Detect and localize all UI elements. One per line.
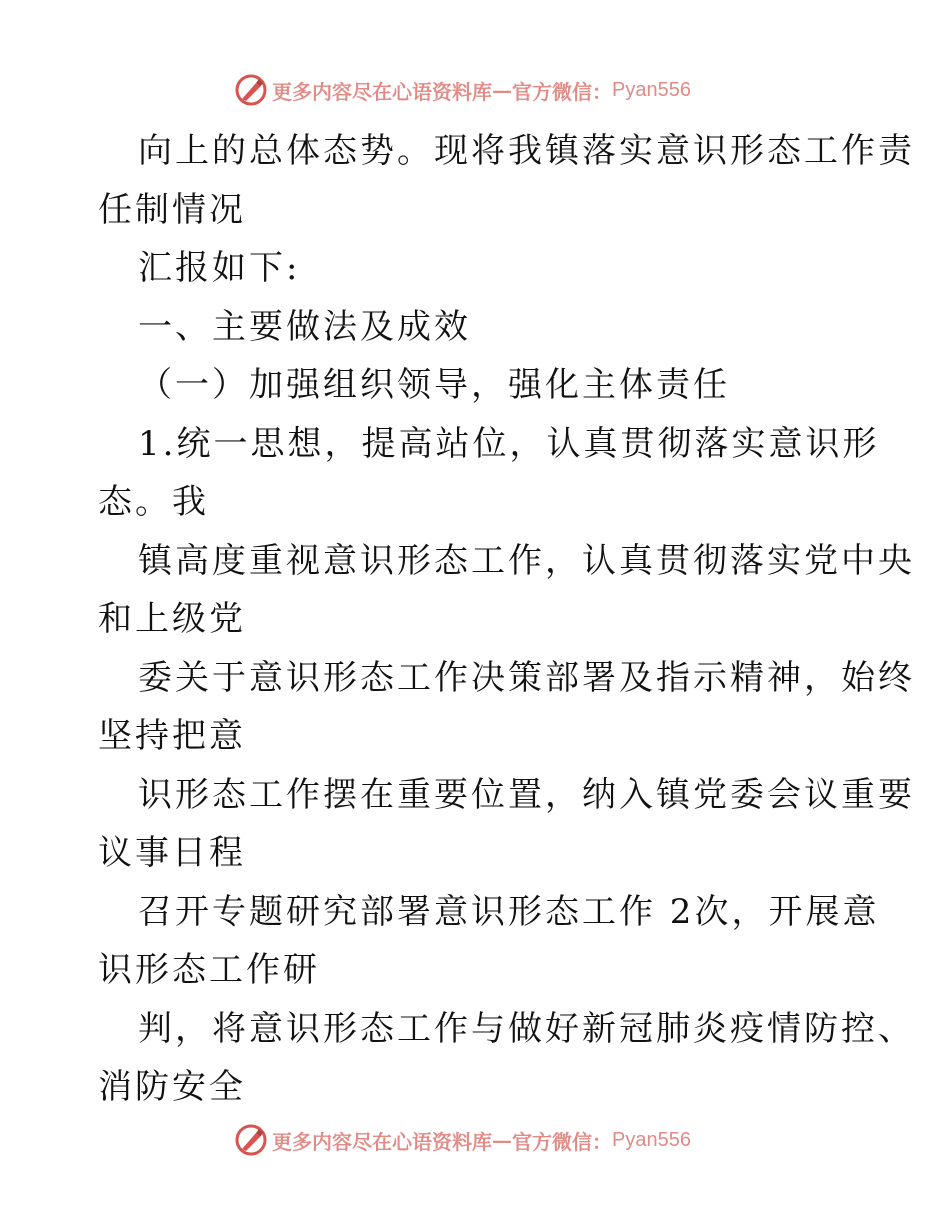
footer-watermark	[234, 1122, 691, 1158]
text-line: 态。我	[98, 482, 209, 522]
text-line: 汇报如下:	[138, 248, 301, 288]
text-line: 镇高度重视意识形态工作，认真贯彻落实党中央	[138, 540, 915, 581]
watermark-site-text: 更多内容尽在心语资料库	[272, 1129, 492, 1154]
watermark-dash: —	[492, 78, 512, 102]
watermark-wechat-label: 官方微信：	[512, 1129, 612, 1154]
text-line: 判，将意识形态工作与做好新冠肺炎疫情防控、	[138, 1008, 915, 1049]
header-watermark	[234, 72, 691, 108]
pen-logo-icon	[234, 73, 268, 107]
watermark-wechat-label: 官方微信：	[512, 79, 612, 104]
text-line: 和上级党	[98, 599, 246, 639]
text-line: 议事日程	[98, 833, 246, 873]
text-line: 召开专题研究部署意识形态工作 2次，开展意	[138, 891, 880, 932]
text-line: 坚持把意	[98, 716, 246, 756]
watermark-dash: —	[492, 1128, 512, 1152]
text-line: 识形态工作研	[98, 950, 320, 990]
text-line: 1.统一思想，提高站位，认真贯彻落实意识形	[138, 423, 880, 464]
text-line: 任制情况	[98, 189, 246, 230]
section-heading: 一、主要做法及成效	[138, 306, 471, 347]
watermark-wechat-id: Pyan556	[612, 78, 691, 101]
document-body	[98, 122, 915, 1117]
text-line: 识形态工作摆在重要位置，纳入镇党委会议重要	[138, 774, 915, 815]
watermark-site-text: 更多内容尽在心语资料库	[272, 79, 492, 104]
text-line: 委关于意识形态工作决策部署及指示精神，始终	[138, 657, 915, 698]
watermark-wechat-id: Pyan556	[612, 1128, 691, 1151]
pen-logo-icon	[234, 1123, 268, 1157]
text-line: 消防安全	[98, 1067, 246, 1107]
subsection-heading: （一）加强组织领导，强化主体责任	[138, 365, 730, 405]
text-line: 向上的总体态势。现将我镇落实意识形态工作责	[138, 131, 915, 171]
